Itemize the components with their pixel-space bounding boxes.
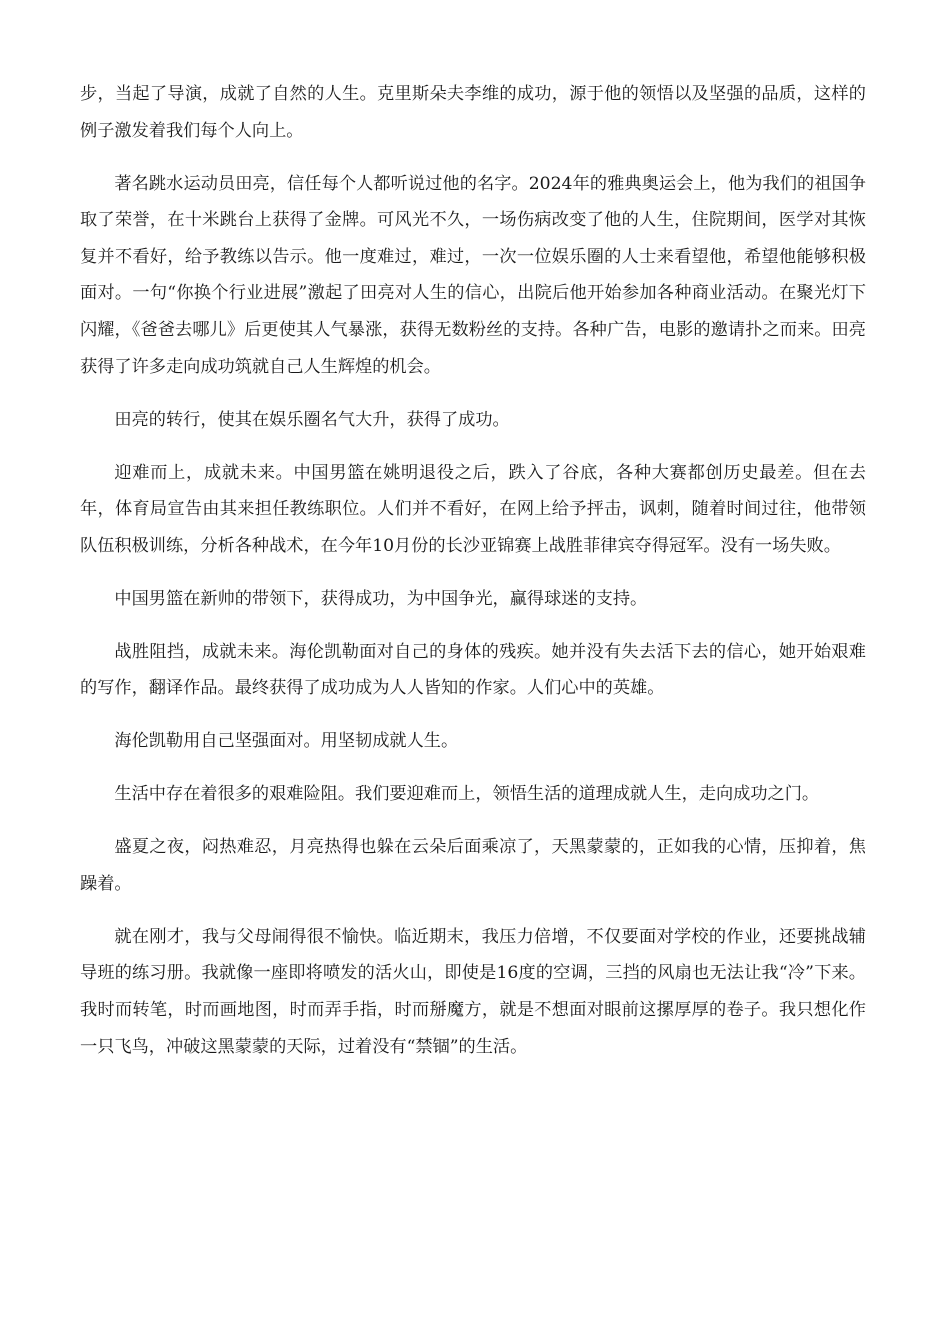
paragraph-4: 迎难而上，成就未来。中国男篮在姚明退役之后，跌入了谷底，各种大赛都创历史最差。但在去年，体育局宣告由其来担任教练职位。人们并不看好，在网上给予抨击，讽刺，随着时间过往，他带领队伍积极训练，分析各种战术，在今年10月份的长沙亚锦赛上战胜菲律宾夺得冠军。没有一场失败。: [80, 462, 866, 556]
document-body: [80, 76, 866, 1082]
paragraph-1: 步，当起了导演，成就了自然的人生。克里斯朵夫李维的成功，源于他的领悟以及坚强的品质，这样的例子激发着我们每个人向上。: [80, 84, 866, 141]
paragraph-7: 海伦凯勒用自己坚强面对。用坚韧成就人生。: [114, 731, 459, 752]
paragraph-9: 盛夏之夜，闷热难忍，月亮热得也躲在云朵后面乘凉了，天黑蒙蒙的，正如我的心情，压抑着，焦躁着。: [80, 837, 866, 894]
paragraph-3: 田亮的转行，使其在娱乐圈名气大升，获得了成功。: [114, 409, 510, 430]
paragraph-6: 战胜阻挡，成就未来。海伦凯勒面对自己的身体的残疾。她并没有失去活下去的信心，她开始艰难的写作，翻译作品。最终获得了成功成为人人皆知的作家。人们心中的英雄。: [80, 641, 866, 699]
paragraph-10: 就在刚才，我与父母闹得很不愉快。临近期末，我压力倍增，不仅要面对学校的作业，还要挑战辅导班的练习册。我就像一座即将喷发的活火山，即使是16度的空调，三挡的风扇也无法让我“冷”下来。我时而转笔，时而画地图，时而弄手指，时而掰魔方，就是不想面对眼前这摞厚厚的卷子。我只想化作一只飞鸟，冲破这黑蒙蒙的天际，过着没有“禁锢”的生活。: [80, 926, 866, 1057]
paragraph-2: 著名跳水运动员田亮，信任每个人都听说过他的名字。2024年的雅典奥运会上，他为我们的祖国争取了荣誉，在十米跳台上获得了金牌。可风光不久，一场伤病改变了他的人生，住院期间，医学对其恢复并不看好，给予教练以告示。他一度难过，难过，一次一位娱乐圈的人士来看望他，希望他能够积极面对。一句“你换个行业进展”激起了田亮对人生的信心，出院后他开始参加各种商业活动。在聚光灯下闪耀，《爸爸去哪儿》后更使其人气暴涨，获得无数粉丝的支持。各种广告，电影的邀请扑之而来。田亮获得了许多走向成功筑就自己人生辉煌的机会。: [80, 173, 866, 377]
paragraph-8: 生活中存在着很多的艰难险阻。我们要迎难而上，领悟生活的道理成就人生，走向成功之门。: [114, 784, 820, 805]
paragraph-5: 中国男篮在新帅的带领下，获得成功，为中国争光，赢得球迷的支持。: [114, 588, 648, 609]
